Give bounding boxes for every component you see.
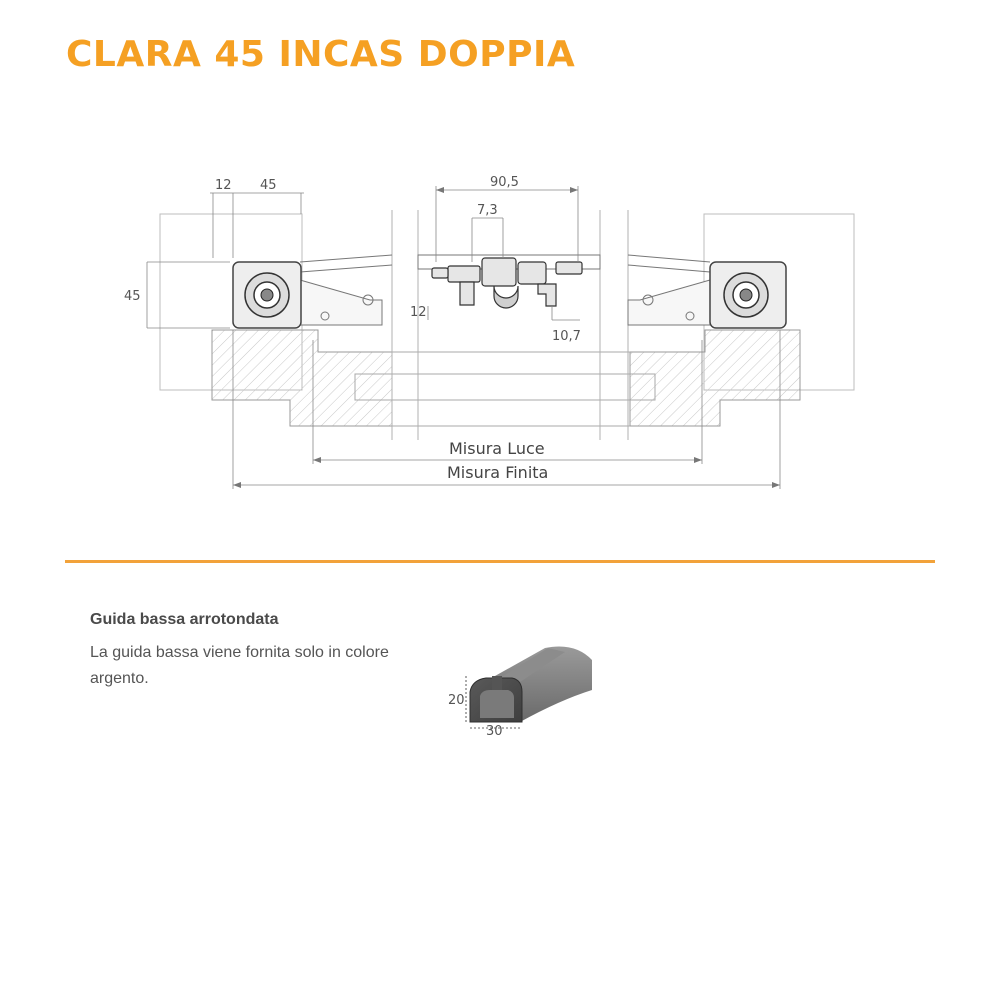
dim-12-mid: 12: [410, 305, 427, 320]
dim-12-top: 12: [215, 178, 232, 193]
motor-box-right: [710, 262, 786, 328]
label-misura-finita: Misura Finita: [447, 463, 549, 482]
guide-description: La guida bassa viene fornita solo in colore argento.: [90, 644, 389, 687]
rail-profile-image: [440, 630, 610, 750]
dim-7-3: 7,3: [477, 203, 498, 218]
rail-dim-width: 30: [486, 724, 503, 739]
technical-drawing: [0, 160, 1000, 500]
motor-box-left: [233, 262, 301, 328]
door-panels: [392, 210, 628, 440]
guide-title: Guida bassa arrotondata: [90, 611, 279, 628]
rail-dim-height: 20: [448, 693, 465, 708]
dim-45-side: 45: [124, 289, 141, 304]
central-mechanism: [432, 258, 582, 308]
dim-45-top: 45: [260, 178, 277, 193]
masonry-hatch: [212, 330, 800, 426]
section-divider: [65, 560, 935, 563]
threshold: [355, 352, 655, 426]
dim-90-5: 90,5: [490, 175, 519, 190]
label-misura-luce: Misura Luce: [449, 439, 545, 458]
page-title: CLARA 45 INCAS DOPPIA: [66, 34, 576, 75]
dim-10-7: 10,7: [552, 329, 581, 344]
